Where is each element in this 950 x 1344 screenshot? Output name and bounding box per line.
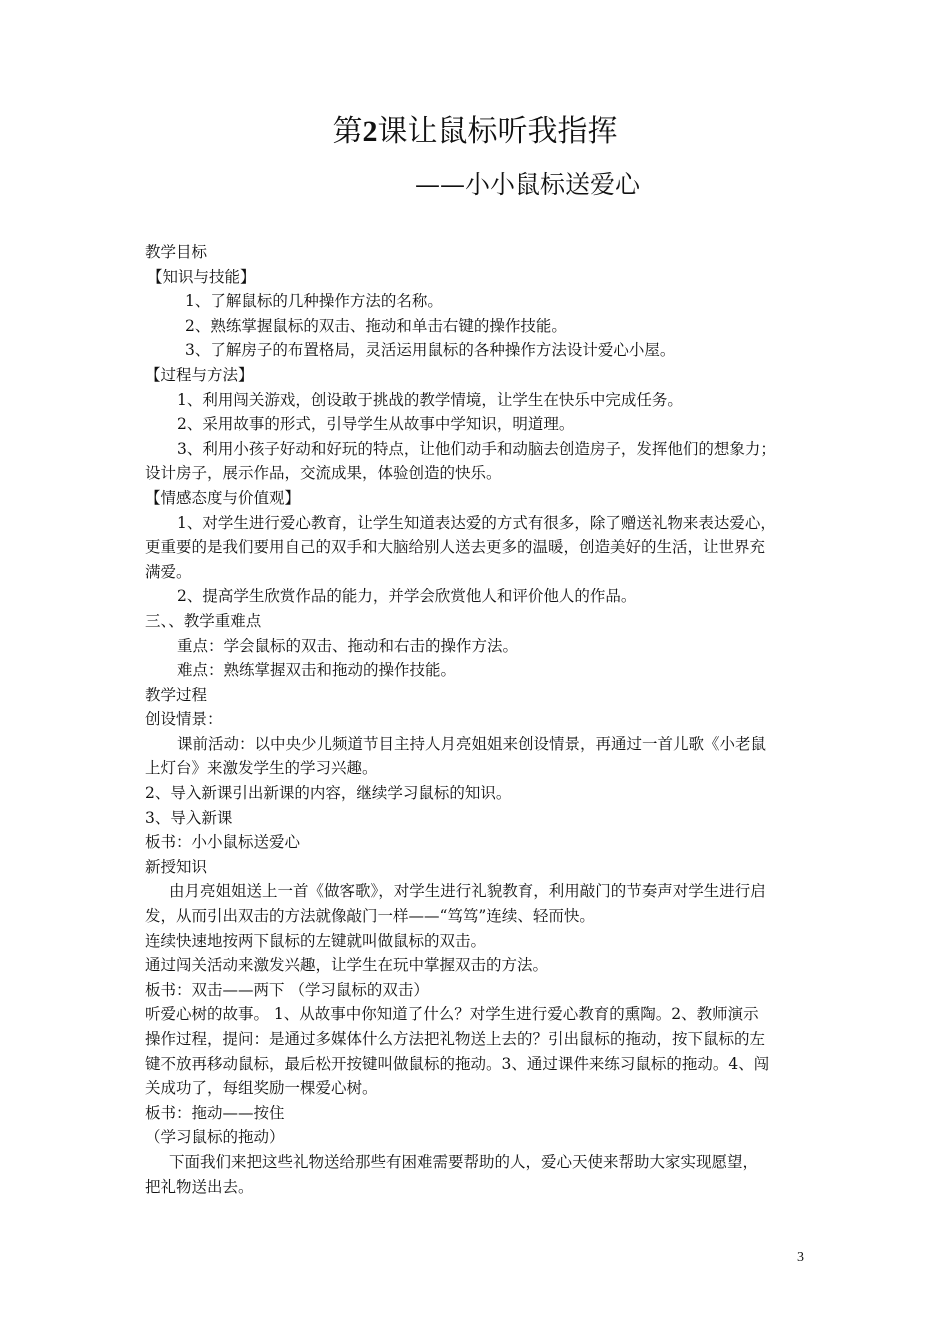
list-item: 1、了解鼠标的几种操作方法的名称。 — [185, 292, 443, 311]
list-item: 3、利用小孩子好动和好玩的特点，让他们动手和动脑去创造房子，发挥他们的想象力； — [177, 439, 776, 458]
text-line: 板书：拖动——按住 — [145, 1103, 285, 1122]
text-line: 听爱心树的故事。 1、从故事中你知道了什么？对学生进行爱心教育的熏陶。2、教师演示 — [145, 1005, 759, 1024]
list-item: 2、采用故事的形式，引导学生从故事中学知识，明道理。 — [177, 415, 575, 434]
text-line: 满爱。 — [145, 562, 192, 581]
page-number: 3 — [797, 1250, 804, 1265]
text-line: 3、导入新课 — [145, 808, 233, 827]
text-line: 设计房子，展示作品，交流成果，体验创造的快乐。 — [145, 464, 502, 483]
section-process-method: 【过程与方法】 — [145, 365, 254, 384]
title-suffix: 课让鼠标听我指挥 — [377, 114, 618, 149]
text-line: 难点：熟练掌握双击和拖动的操作技能。 — [177, 661, 457, 680]
title-prefix: 第 — [332, 114, 363, 149]
page-title — [0, 112, 950, 152]
text-line: 课前活动：以中央少儿频道节目主持人月亮姐姐来创设情景，再通过一首儿歌《小老鼠 — [177, 734, 767, 753]
text-line: 操作过程，提问：是通过多媒体什么方法把礼物送上去的？引出鼠标的拖动，按下鼠标的左 — [145, 1030, 766, 1048]
text-line: 通过闯关活动来激发兴趣，让学生在玩中掌握双击的方法。 — [145, 956, 549, 975]
list-item: 1、对学生进行爱心教育，让学生知道表达爱的方式有很多，除了赠送礼物来表达爱心， — [177, 513, 776, 532]
heading-teaching-goals: 教学目标 — [145, 243, 208, 261]
text-line: 重点：学会鼠标的双击、拖动和右击的操作方法。 — [177, 636, 519, 655]
list-item: 3、了解房子的布置格局，灵活运用鼠标的各种操作方法设计爱心小屋。 — [185, 341, 676, 360]
list-item: 2、提高学生欣赏作品的能力，并学会欣赏他人和评价他人的作品。 — [177, 587, 637, 606]
text-line: 由月亮姐姐送上一首《做客歌》，对学生进行礼貌教育，利用敲门的节奏声对学生进行启 — [169, 882, 766, 901]
text-line: 下面我们来把这些礼物送给那些有困难需要帮助的人，爱心天使来帮助大家实现愿望， — [169, 1152, 759, 1171]
text-line: 发，从而引出双击的方法就像敲门一样——“笃笃”连续、轻而快。 — [145, 907, 595, 926]
text-line: 更重要的是我们要用自己的双手和大脑给别人送去更多的温暖，创造美好的生活，让世界充 — [145, 538, 766, 557]
text-line: 键不放再移动鼠标，最后松开按键叫做鼠标的拖动。3、通过课件来练习鼠标的拖动。4、闯 — [145, 1054, 770, 1073]
text-line: 2、导入新课引出新课的内容，继续学习鼠标的知识。 — [145, 784, 512, 803]
text-line: 连续快速地按两下鼠标的左键就叫做鼠标的双击。 — [145, 931, 487, 950]
text-line: 板书：小小鼠标送爱心 — [145, 833, 301, 852]
document-body — [145, 240, 810, 1199]
text-line: 上灯台》来激发学生的学习兴趣。 — [145, 759, 378, 778]
list-item: 2、熟练掌握鼠标的双击、拖动和单击右键的操作技能。 — [185, 316, 567, 335]
text-line: 把礼物送出去。 — [145, 1177, 254, 1196]
text-line: 板书：双击——两下 （学习鼠标的双击） — [145, 980, 429, 999]
heading-new-knowledge: 新授知识 — [145, 857, 208, 876]
text-line: 关成功了，每组奖励一棵爱心树。 — [145, 1079, 378, 1098]
title-number: 2 — [362, 115, 378, 148]
heading-create-scene: 创设情景： — [145, 710, 223, 729]
heading-teaching-process: 教学过程 — [145, 685, 208, 704]
heading-key-difficult: 三、、教学重难点 — [145, 611, 262, 630]
list-item: 1、利用闯关游戏，创设敢于挑战的教学情境，让学生在快乐中完成任务。 — [177, 390, 683, 409]
section-emotion-values: 【情感态度与价值观】 — [145, 488, 301, 507]
text-line: （学习鼠标的拖动） — [145, 1128, 285, 1147]
section-knowledge-skills: 【知识与技能】 — [147, 267, 256, 286]
page-subtitle: ——小小鼠标送爱心 — [415, 170, 641, 199]
